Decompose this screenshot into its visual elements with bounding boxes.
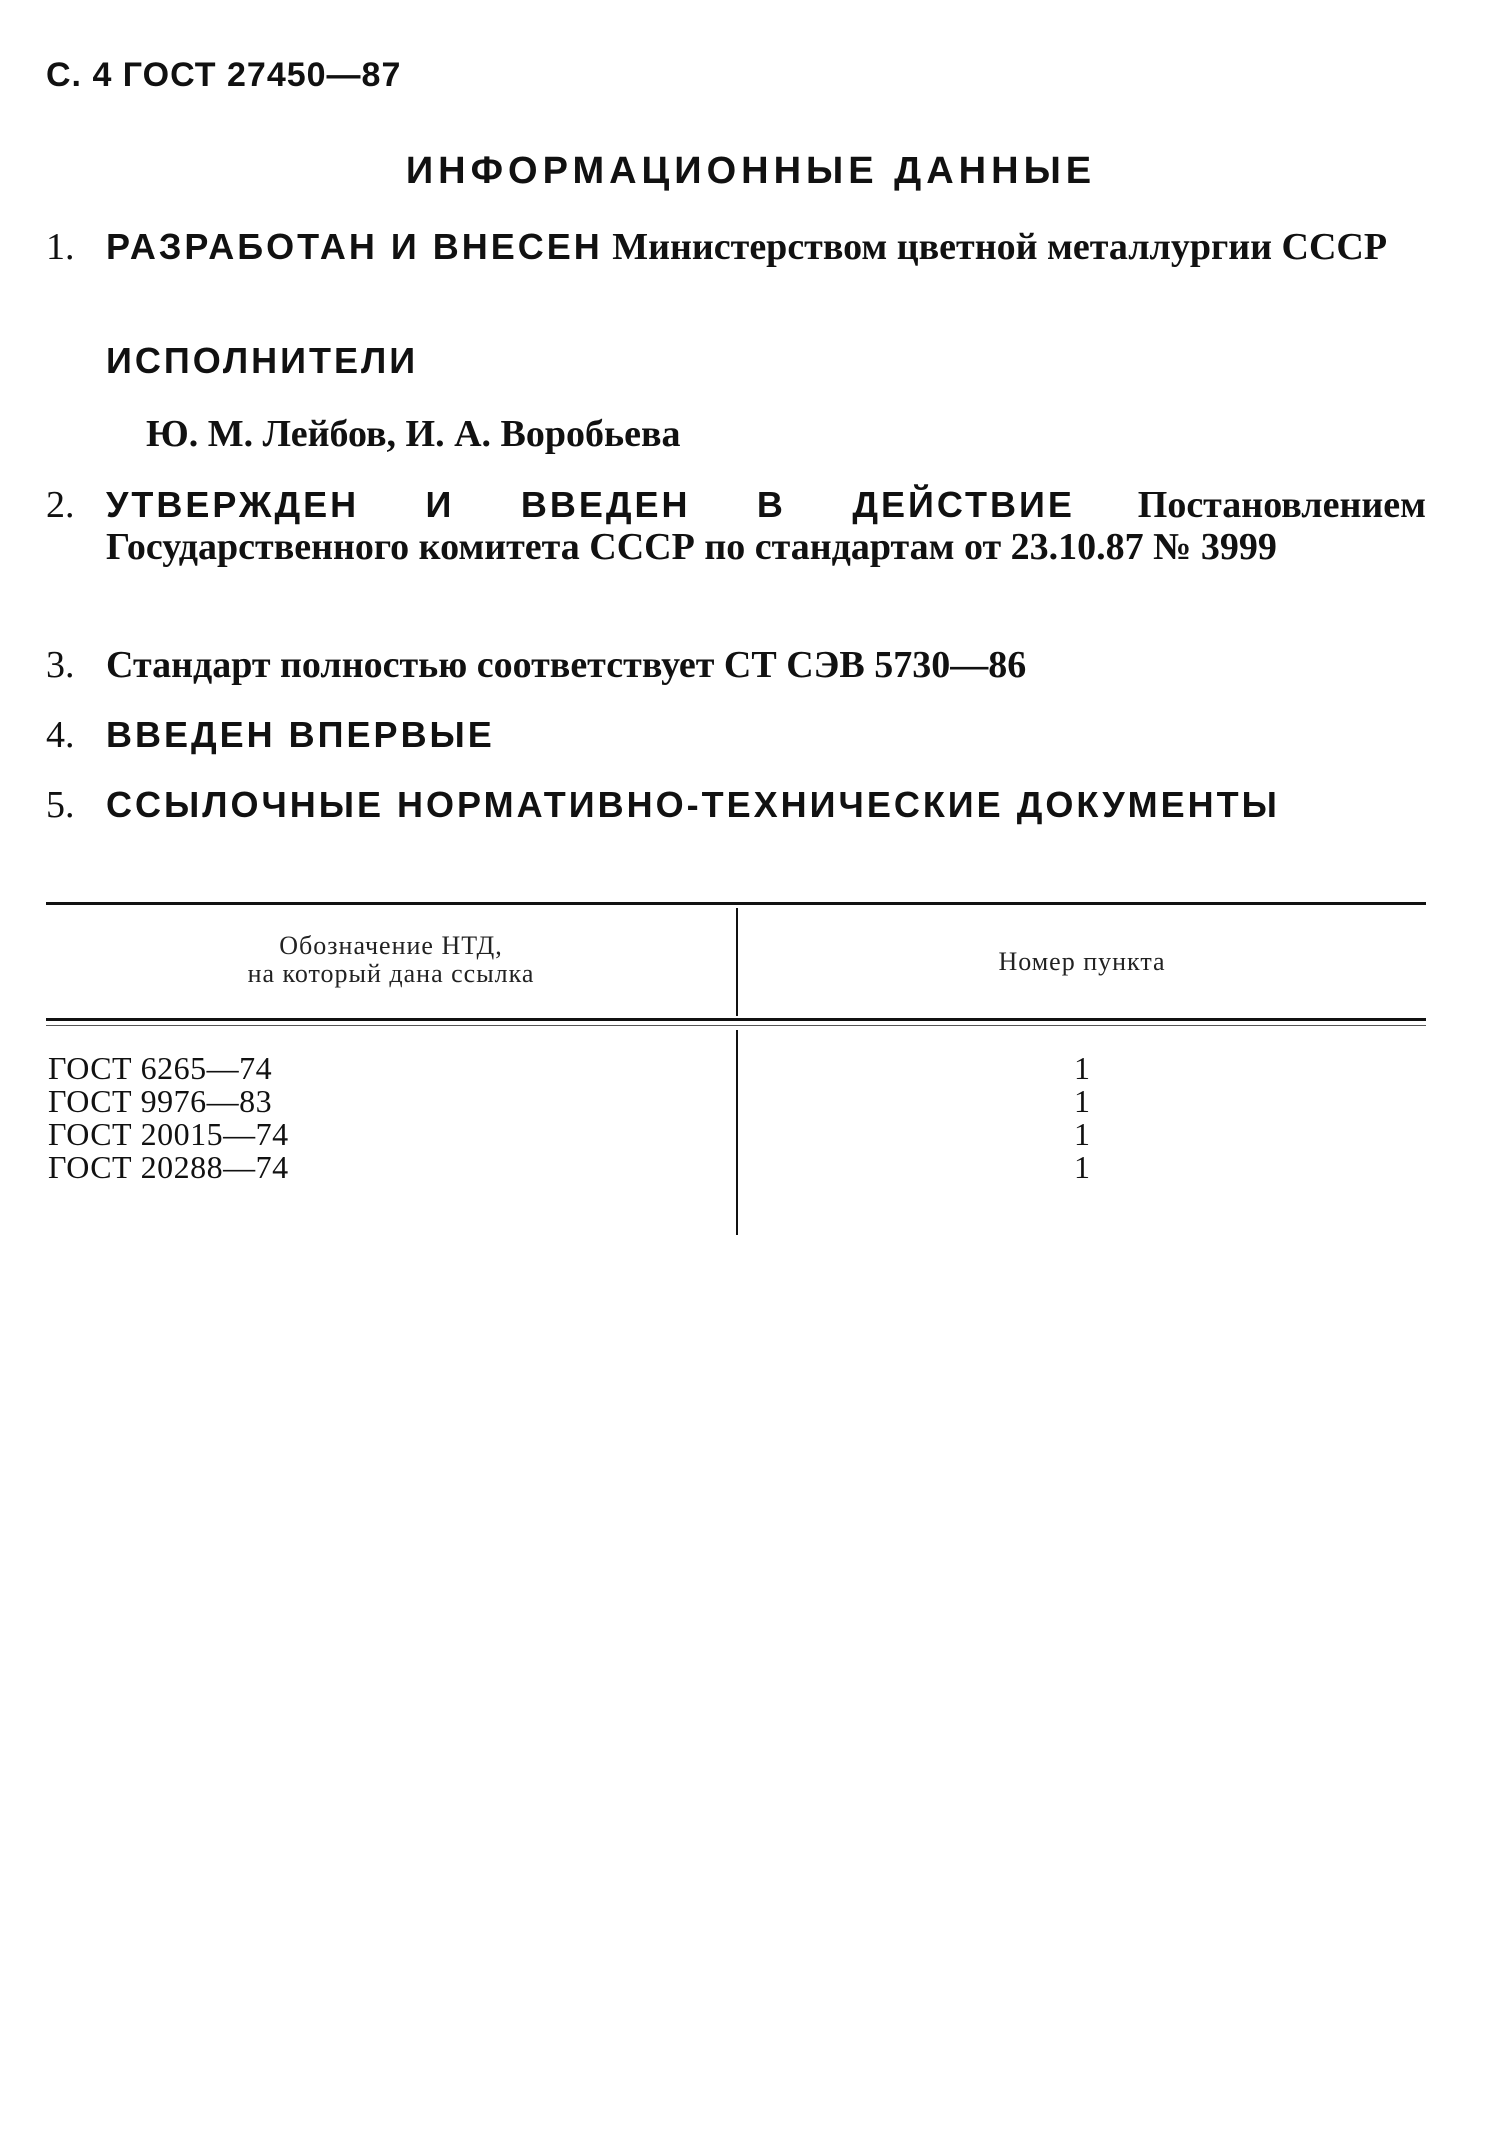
cell-clause: 1 <box>1074 1083 1090 1119</box>
table-header-designation <box>46 932 736 988</box>
running-head: С. 4 ГОСТ 27450—87 <box>46 56 402 94</box>
item-body <box>106 484 1426 568</box>
item-body <box>106 644 1426 686</box>
cell-clause: 1 <box>1074 1050 1090 1086</box>
table-header-clause: Номер пункта <box>998 947 1166 976</box>
header-line: на который дана ссылка <box>247 959 535 988</box>
cell-doc: ГОСТ 20015—74 <box>48 1116 289 1152</box>
list-item-5 <box>46 784 1426 826</box>
cell-doc: ГОСТ 6265—74 <box>48 1050 273 1086</box>
performers-heading: ИСПОЛНИТЕЛИ <box>106 340 419 381</box>
item-number: 3. <box>46 644 75 686</box>
table-top-rule <box>46 902 1426 905</box>
cell-clause: 1 <box>1074 1116 1090 1152</box>
item-caps-text: ССЫЛОЧНЫЕ НОРМАТИВНО-ТЕХНИЧЕСКИЕ ДОКУМЕНТЫ <box>106 784 1280 825</box>
table-row <box>46 1118 1426 1151</box>
list-item-3 <box>46 644 1426 686</box>
list-item-4 <box>46 714 1426 756</box>
table-header-rule <box>46 1018 1426 1021</box>
list-item-1 <box>46 226 1426 268</box>
list-item-2 <box>46 484 1426 568</box>
table-row <box>46 1151 1426 1184</box>
item-caps-text: УТВЕРЖДЕН И ВВЕДЕН В ДЕЙСТВИЕ <box>106 484 1075 525</box>
item-number: 4. <box>46 714 75 756</box>
page-title: ИНФОРМАЦИОННЫЕ ДАННЫЕ <box>405 150 1097 192</box>
table-body <box>46 1052 1426 1184</box>
item-text: Постановлением Государственного комитета СССР по стандартам от 23.10.87 № 3999 <box>106 484 1427 568</box>
item-body <box>106 226 1426 268</box>
cell-clause: 1 <box>1074 1149 1090 1185</box>
table-row <box>46 1052 1426 1085</box>
header-line: Обозначение НТД, <box>279 931 503 960</box>
item-number: 1. <box>46 226 75 268</box>
table-row <box>46 1085 1426 1118</box>
cell-doc: ГОСТ 20288—74 <box>48 1149 289 1185</box>
item-number: 5. <box>46 784 75 826</box>
item-body <box>106 714 1426 756</box>
item-body <box>106 784 1426 826</box>
item-text: Стандарт полностью соответствует СТ СЭВ 5730—86 <box>106 644 1027 686</box>
item-number: 2. <box>46 484 75 526</box>
item-text: Министерством цветной металлургии СССР <box>602 226 1388 268</box>
item-caps-text: РАЗРАБОТАН И ВНЕСЕН <box>106 226 603 267</box>
performers-names: Ю. М. Лейбов, И. А. Воробьева <box>146 413 681 455</box>
cell-doc: ГОСТ 9976—83 <box>48 1083 273 1119</box>
table-header-rule-thin <box>46 1025 1426 1026</box>
item-caps-text: ВВЕДЕН ВПЕРВЫЕ <box>106 714 495 755</box>
